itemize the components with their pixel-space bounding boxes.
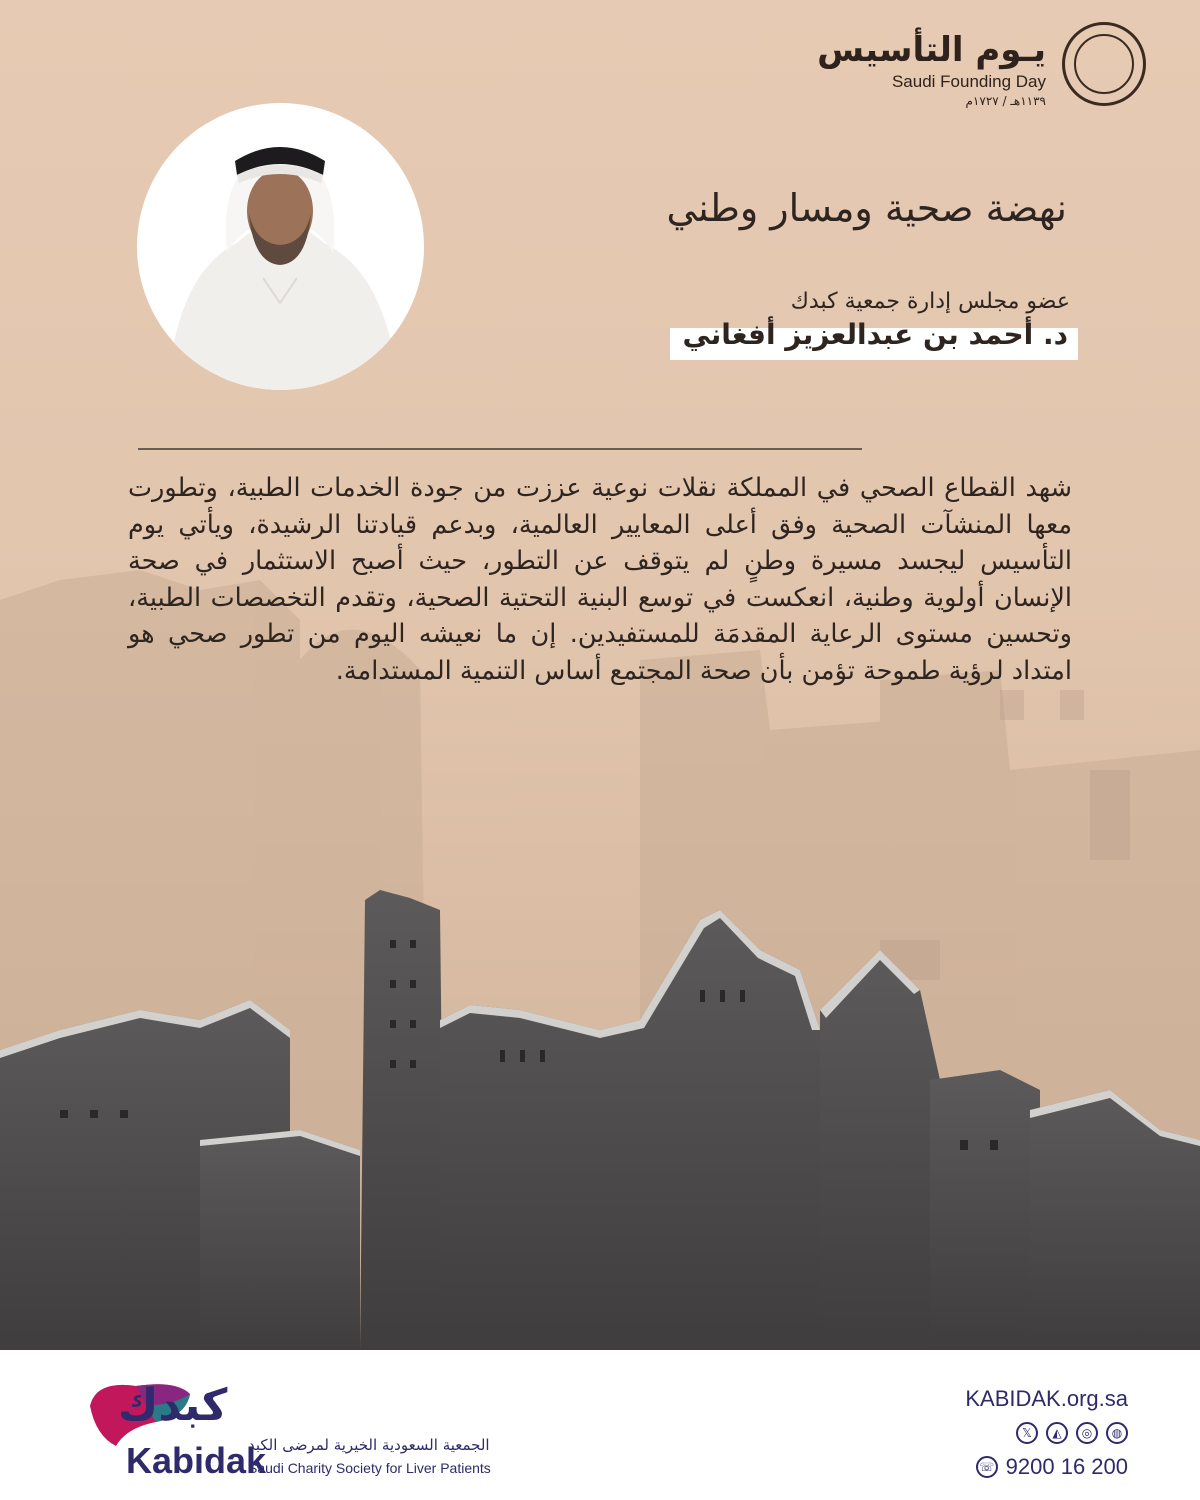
phone-contact[interactable] xyxy=(976,1454,1128,1480)
author-role: عضو مجلس إدارة جمعية كبدك xyxy=(790,289,1070,314)
social-links xyxy=(1016,1422,1128,1444)
article-title: نهضة صحية ومسار وطني xyxy=(666,186,1067,230)
globe-icon[interactable]: ◍ xyxy=(1106,1422,1128,1444)
organization-name-english: Saudi Charity Society for Liver Patients xyxy=(248,1460,491,1476)
organization-name-arabic: الجمعية السعودية الخيرية لمرضى الكبد xyxy=(248,1436,490,1454)
author-name: د. أحمد بن عبدالعزيز أفغاني xyxy=(682,318,1068,351)
author-name-highlight xyxy=(670,318,1078,360)
founding-day-years: ١١٣٩هـ / ١٧٢٧م xyxy=(965,94,1046,108)
x-icon[interactable]: 𝕏 xyxy=(1016,1422,1038,1444)
founding-day-logo xyxy=(817,22,1146,112)
founding-day-arabic: يـوم التأسيس xyxy=(817,30,1046,70)
footer xyxy=(0,1350,1200,1500)
phone-number: 9200 16 200 xyxy=(1005,1454,1128,1479)
phone-icon: ☏ xyxy=(976,1456,998,1478)
kabidak-logo-arabic: كبدك xyxy=(118,1380,228,1431)
article-body: شهد القطاع الصحي في المملكة نقلات نوعية عززت من جودة الخدمات الطبية، وتطورت معها المنشآت الصحية وفق أعلى المعايير العالمية، وبدعم قيادتنا الرشيدة، ويأتي يوم التأسيس ليجسد مسيرة وطنٍ لم يتوقف عن التطور، حيث أصبح الاستثمار في صحة الإنسان أولوية وطنية، انعكست في توسع البنية التحتية الصحية، وتقدم التخصصات الطبية، وتحسين مستوى الرعاية المقدمَة للمستفيدين. إن ما نعيشه اليوم من تطور صحي هو امتداد لرؤية طموحة تؤمن بأن صحة المجتمع أساس التنمية المستدامة. xyxy=(128,473,1072,686)
author-portrait xyxy=(137,103,424,390)
website-link[interactable]: KABIDAK.org.sa xyxy=(965,1386,1128,1411)
kabidak-logo-english: Kabidak xyxy=(126,1440,267,1481)
divider xyxy=(138,448,862,450)
founding-day-english: Saudi Founding Day xyxy=(891,72,1046,91)
instagram-icon[interactable]: ◎ xyxy=(1076,1422,1098,1444)
snapchat-icon[interactable]: ◭ xyxy=(1046,1422,1068,1444)
founding-day-seal-icon xyxy=(1062,22,1146,106)
diriyah-ruins-image xyxy=(0,880,1200,1350)
